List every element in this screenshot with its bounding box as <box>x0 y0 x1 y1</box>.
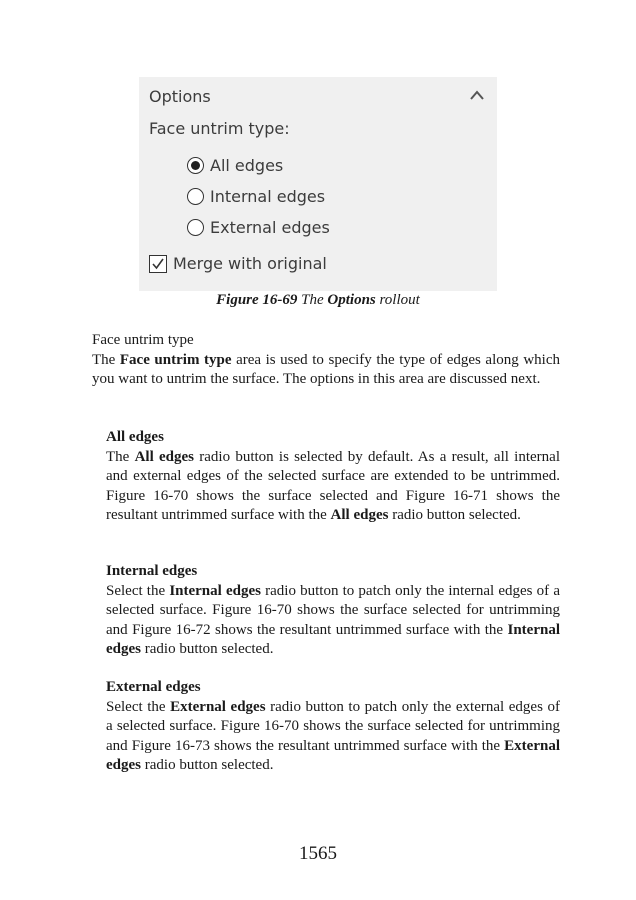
all-edges-paragraph: The All edges radio button is selected by default. As a result, all internal and external edges of the selected surface are extended to be untrimmed. Figure 16-70 shows the surface selected and Figure 16-71 shows the resultant untrimmed surface with the All edges radio button selected. <box>106 448 560 523</box>
checkbox-checked-icon <box>149 255 167 273</box>
section-external-edges <box>106 678 560 776</box>
section-heading: Face untrim type <box>92 332 194 348</box>
radio-label: Internal edges <box>210 187 326 206</box>
page-number: 1565 <box>299 843 337 864</box>
external-edges-paragraph: Select the External edges radio button to patch only the external edges of a selected surface. Figure 16-70 shows the surface selected for untrimming and Figure 16-73 shows the resultant untrimmed surface with the External edges radio button selected. <box>106 698 560 773</box>
radio-external-edges <box>187 218 330 237</box>
radio-empty-icon <box>187 188 204 205</box>
merge-with-original-checkbox <box>149 254 327 273</box>
radio-label: All edges <box>210 156 284 175</box>
section-face-untrim-type <box>92 331 560 390</box>
external-edges-heading: External edges <box>106 679 201 695</box>
rollout-title: Options <box>149 87 211 106</box>
radio-empty-icon <box>187 219 204 236</box>
internal-edges-paragraph: Select the Internal edges radio button to patch only the internal edges of a selected surface. Figure 16-70 shows the surface selected for untrimming and Figure 16-72 shows the resultant untrimmed surface with the Internal edges radio button selected. <box>106 582 560 657</box>
chevron-up-icon <box>469 89 485 101</box>
rollout-subtitle: Face untrim type: <box>149 119 290 138</box>
radio-all-edges <box>187 156 283 175</box>
radio-selected-icon <box>187 157 204 174</box>
options-rollout-image <box>139 77 497 291</box>
section-internal-edges <box>106 562 560 660</box>
checkbox-label: Merge with original <box>173 254 327 273</box>
radio-internal-edges <box>187 187 325 206</box>
section-paragraph: The Face untrim type area is used to specify the type of edges along which you want to untrim the surface. The options in this area are discussed next. <box>92 351 560 387</box>
radio-label: External edges <box>210 218 330 237</box>
internal-edges-heading: Internal edges <box>106 563 198 579</box>
all-edges-heading: All edges <box>106 429 164 445</box>
section-all-edges <box>106 428 560 526</box>
figure-caption: Figure 16-69 The Options rollout <box>216 292 420 308</box>
